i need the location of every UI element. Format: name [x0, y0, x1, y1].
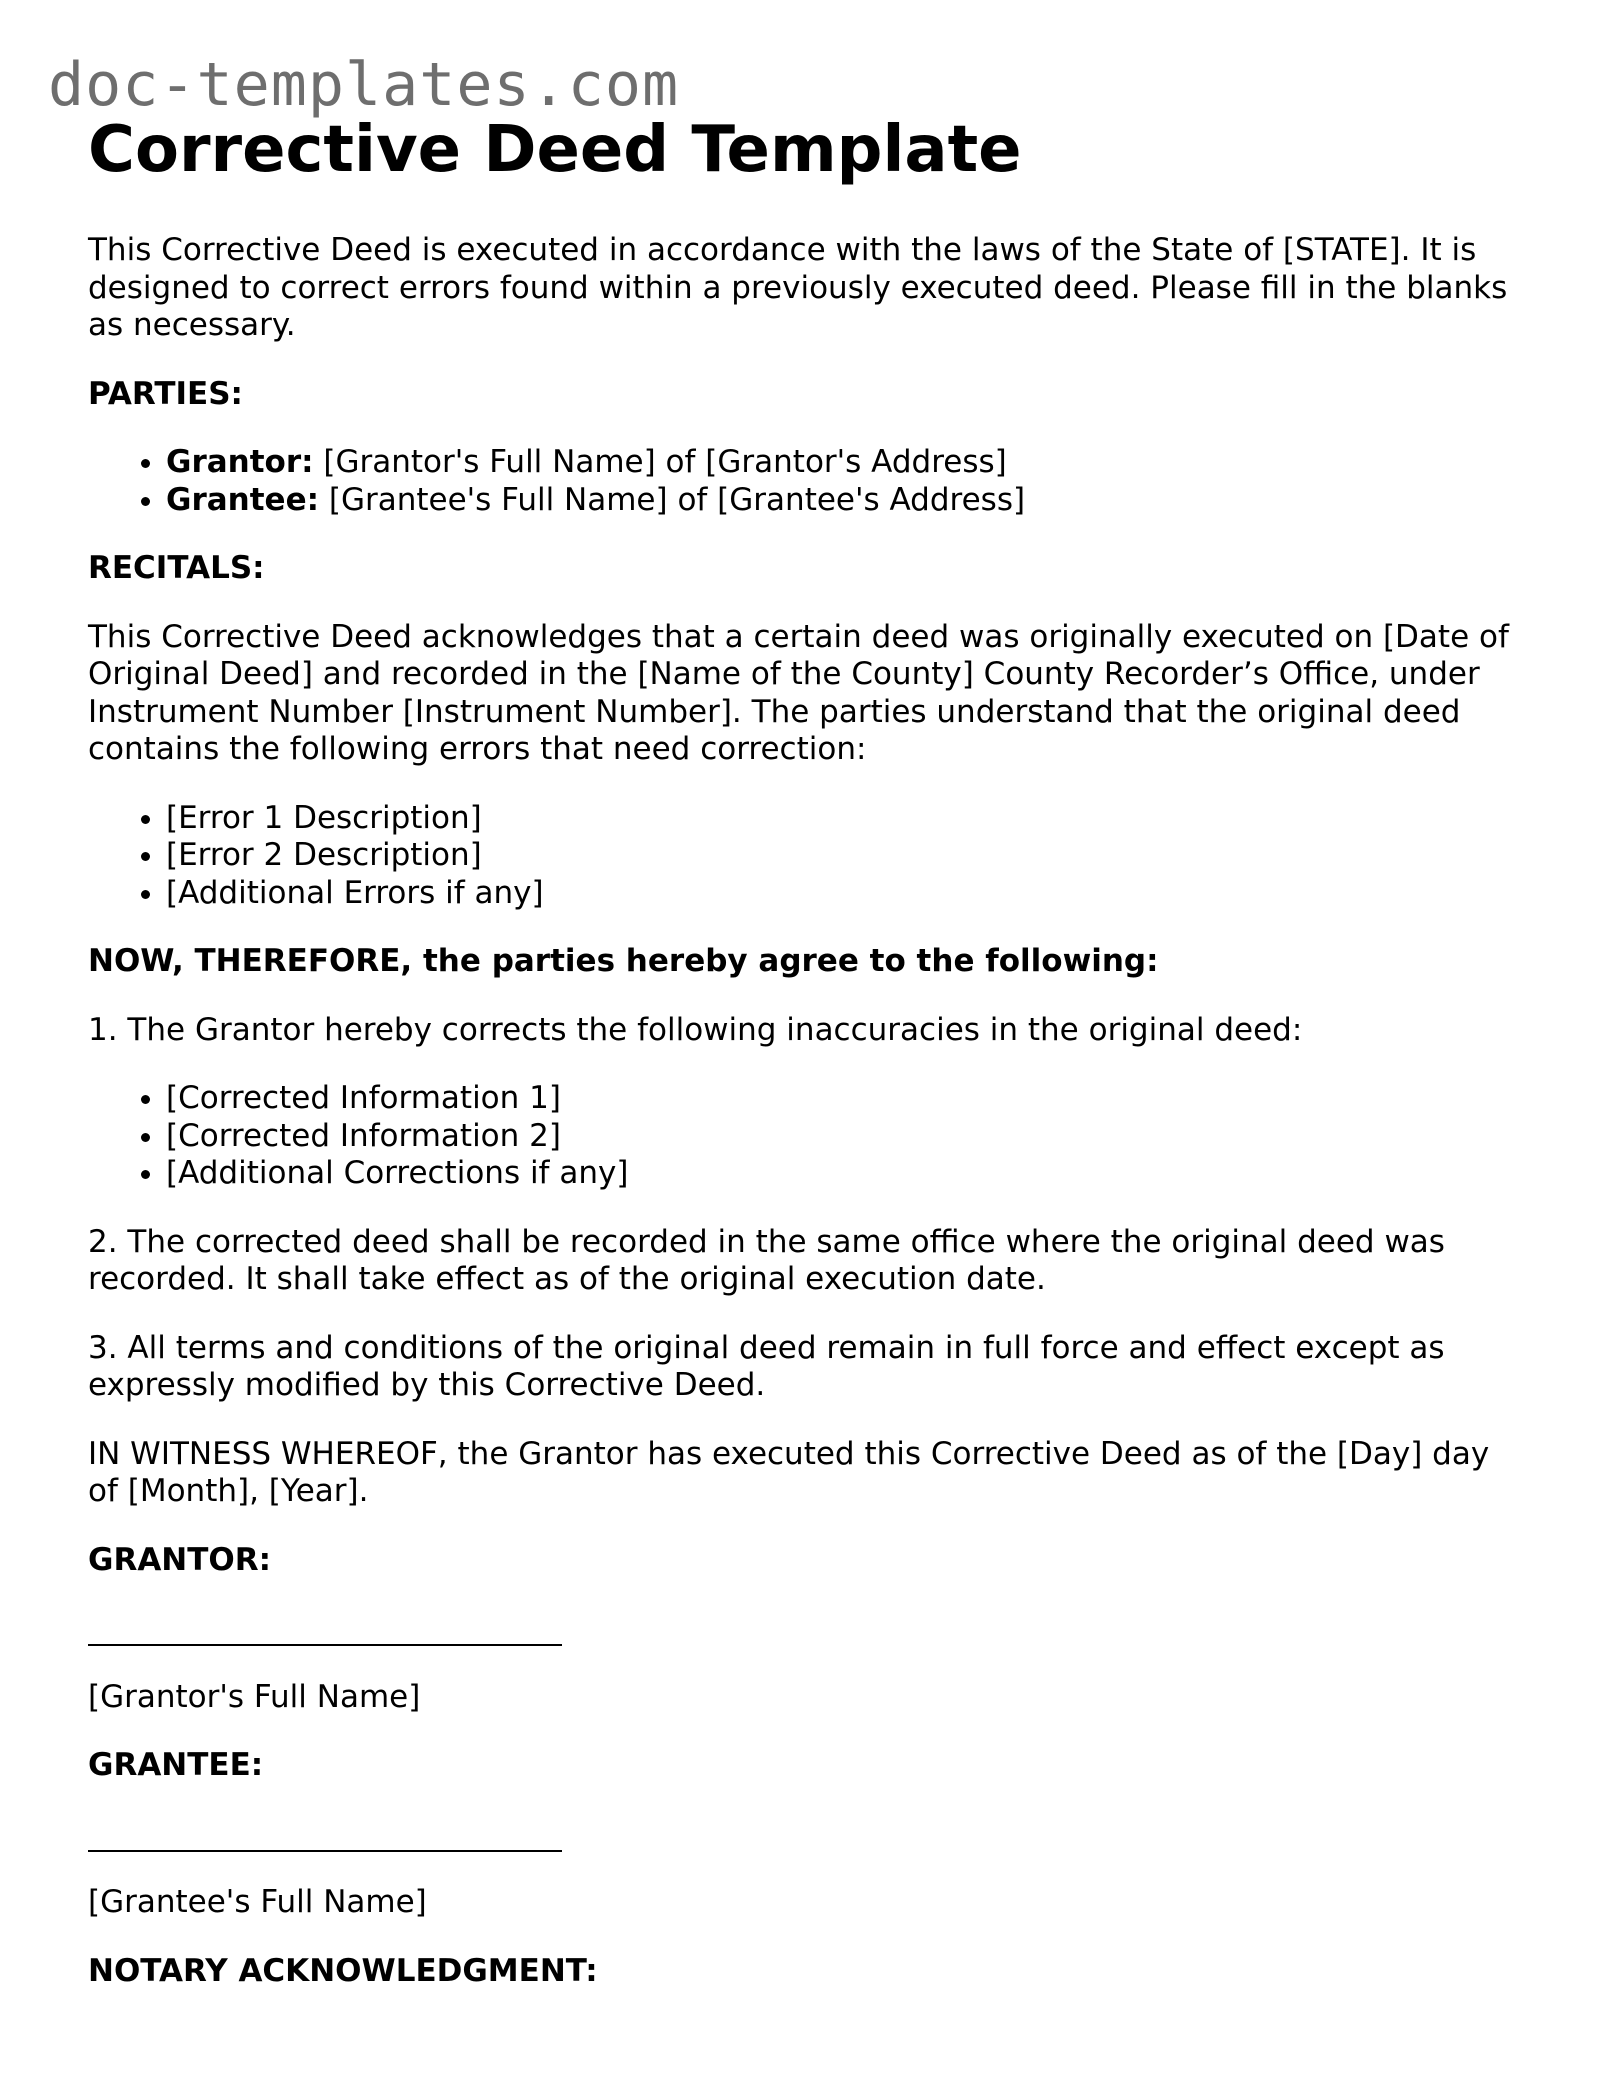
list-item — [166, 444, 1528, 482]
recitals-paragraph: This Corrective Deed acknowledges that a certain deed was originally executed on [Date of Original Deed] and recorded in the [Name of the County] County Recorder’s Office, under Instrument Number [Instrument Number]. The parties understand that the original deed contains the following errors that need correction: — [88, 618, 1509, 767]
signature-rule — [88, 1610, 562, 1646]
recitals-heading: RECITALS: — [88, 550, 265, 586]
parties-list — [88, 444, 1528, 519]
grantee-heading: GRANTEE: — [88, 1747, 264, 1783]
notary-heading: NOTARY ACKNOWLEDGMENT: — [88, 1952, 598, 1989]
grantor-signature-line — [88, 1610, 1528, 1648]
corrections-list — [88, 1080, 1528, 1193]
grantee-name: [Grantee's Full Name] — [88, 1884, 427, 1920]
list-item: • [Additional Errors if any] — [166, 875, 1528, 913]
parties-heading: PARTIES: — [88, 375, 243, 412]
witness-paragraph: IN WITNESS WHEREOF, the Grantor has executed this Corrective Deed as of the [Day] day of [Month], [Year]. — [88, 1435, 1490, 1509]
list-item: • [Error 2 Description] — [166, 837, 1528, 875]
intro-paragraph: This Corrective Deed is executed in accordance with the laws of the State of [STATE]. It is designed to correct errors found within a previously executed deed. Please fill in the blanks as necessary. — [88, 232, 1508, 343]
agreement-heading: NOW, THEREFORE, the parties hereby agree to the following: — [88, 943, 1159, 979]
clause-1: 1. The Grantor hereby corrects the following inaccuracies in the original deed: — [88, 1011, 1303, 1048]
watermark-logo: doc-templates.com — [48, 50, 680, 120]
list-item: • [Error 1 Description] — [166, 800, 1528, 838]
grantor-heading: GRANTOR: — [88, 1541, 272, 1578]
document-body — [88, 112, 1528, 2021]
list-item: • [Additional Corrections if any] — [166, 1155, 1528, 1193]
grantee-signature-line — [88, 1816, 1528, 1854]
party-label: Grantor: — [166, 444, 314, 480]
party-text: [Grantor's Full Name] of [Grantor's Address] — [313, 444, 1007, 480]
page-title: Corrective Deed Template — [88, 113, 1022, 187]
clause-2: 2. The corrected deed shall be recorded in the same office where the original deed was recorded. It shall take effect as of the original execution date. — [88, 1223, 1445, 1297]
party-label: Grantee: — [166, 481, 319, 518]
clause-3: 3. All terms and conditions of the original deed remain in full force and effect except as expressly modified by this Corrective Deed. — [88, 1329, 1445, 1403]
party-text: [Grantee's Full Name] of [Grantee's Address] — [319, 481, 1026, 518]
list-item — [166, 482, 1528, 520]
list-item: • [Corrected Information 1] — [166, 1080, 1528, 1118]
list-item: • [Corrected Information 2] — [166, 1118, 1528, 1156]
signature-rule — [88, 1816, 562, 1852]
grantor-name: [Grantor's Full Name] — [88, 1678, 421, 1715]
errors-list — [88, 800, 1528, 913]
